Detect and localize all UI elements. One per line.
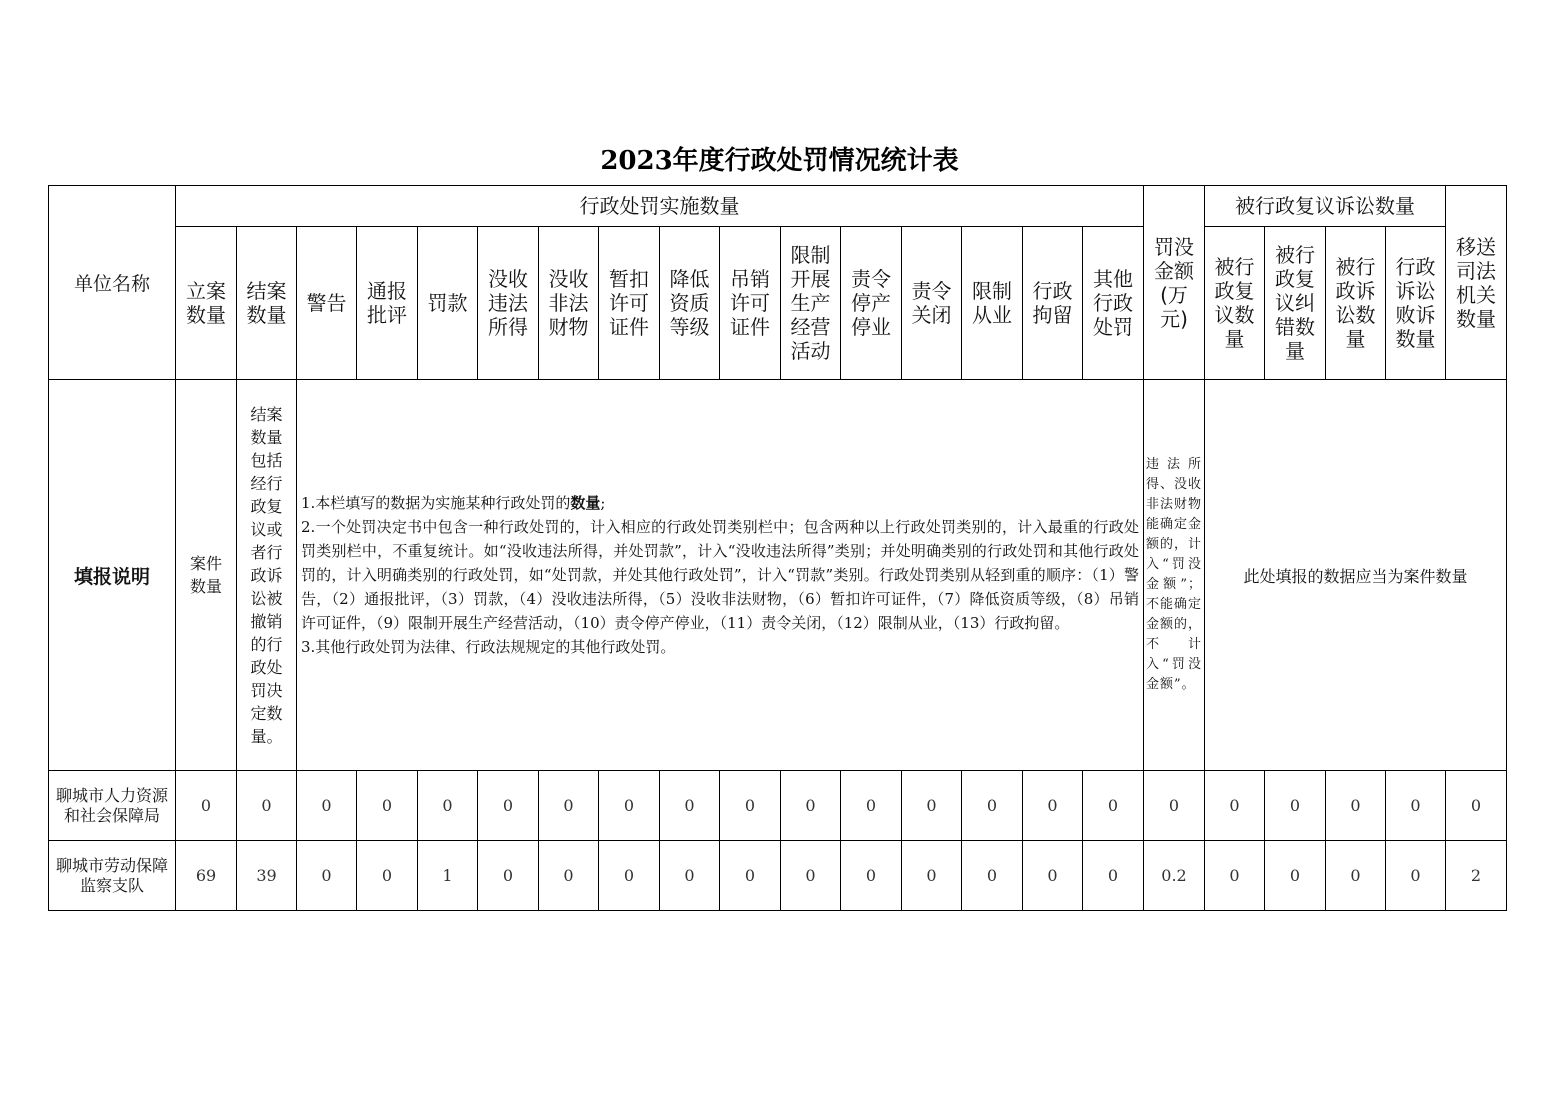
- header-penalty-col: 限制开展生产经营活动: [781, 227, 841, 380]
- unit-name-cell: 聊城市人力资源和社会保障局: [49, 771, 176, 841]
- value-cell: 0: [781, 841, 841, 911]
- value-cell: 0: [1144, 771, 1205, 841]
- value-cell: 0: [781, 771, 841, 841]
- value-cell: 0: [841, 771, 902, 841]
- value-cell: 0: [176, 771, 237, 841]
- header-penalty-col: 通报批评: [357, 227, 418, 380]
- value-cell: 0: [1023, 841, 1083, 911]
- header-penalty-col: 责令关闭: [902, 227, 962, 380]
- value-cell: 1: [418, 841, 478, 911]
- value-cell: 0: [660, 841, 720, 911]
- header-penalty-col: 警告: [297, 227, 357, 380]
- value-cell: 0: [1386, 841, 1446, 911]
- value-cell: 0: [720, 771, 781, 841]
- header-review-col: 行政诉讼败诉数量: [1386, 227, 1446, 380]
- note-case-count: 案件数量: [176, 380, 237, 771]
- note-penalty-instructions: [297, 380, 1144, 771]
- value-cell: 0.2: [1144, 841, 1205, 911]
- value-cell: 0: [1326, 771, 1386, 841]
- header-transfer: 移送司法机关数量: [1446, 186, 1507, 380]
- value-cell: 0: [1083, 771, 1144, 841]
- value-cell: 0: [418, 771, 478, 841]
- value-cell: 0: [1205, 841, 1265, 911]
- value-cell: 69: [176, 841, 237, 911]
- value-cell: 0: [599, 841, 660, 911]
- value-cell: 2: [1446, 841, 1507, 911]
- header-penalty-col: 罚款: [418, 227, 478, 380]
- value-cell: 0: [539, 841, 599, 911]
- value-cell: 0: [357, 841, 418, 911]
- header-penalty-col: 降低资质等级: [660, 227, 720, 380]
- page-title: 2023年度行政处罚情况统计表: [600, 146, 959, 176]
- value-cell: 0: [297, 771, 357, 841]
- note-fine-amount: 违法所得、没收非法财物能确定金额的，计入“罚没金额”；不能确定金额的，不计入“罚没金额”。: [1144, 380, 1205, 771]
- value-cell: 0: [660, 771, 720, 841]
- value-cell: 0: [297, 841, 357, 911]
- table-row: [49, 841, 1507, 911]
- value-cell: 0: [1265, 841, 1326, 911]
- value-cell: 0: [720, 841, 781, 911]
- value-cell: 0: [357, 771, 418, 841]
- header-penalty-col: 没收违法所得: [478, 227, 539, 380]
- value-cell: 0: [841, 841, 902, 911]
- value-cell: 0: [902, 841, 962, 911]
- table-row: [49, 771, 1507, 841]
- notes-label: 填报说明: [49, 380, 176, 771]
- value-cell: 0: [962, 771, 1023, 841]
- note-line-1: 1.本栏填写的数据为实施某种行政处罚的数量;: [301, 494, 606, 512]
- penalty-statistics-table: [48, 185, 1507, 911]
- unit-name-cell: 聊城市劳动保障监察支队: [49, 841, 176, 911]
- note-review-cases: 此处填报的数据应当为案件数量: [1205, 380, 1507, 771]
- header-unit-name: 单位名称: [49, 186, 176, 380]
- value-cell: 0: [599, 771, 660, 841]
- value-cell: 39: [237, 841, 297, 911]
- header-penalty-col: 没收非法财物: [539, 227, 599, 380]
- value-cell: 0: [1023, 771, 1083, 841]
- header-penalty-col: 立案数量: [176, 227, 237, 380]
- header-review-col: 被行政诉讼数量: [1326, 227, 1386, 380]
- header-penalty-col: 行政拘留: [1023, 227, 1083, 380]
- header-penalty-col: 限制从业: [962, 227, 1023, 380]
- note-line-2: 2.一个处罚决定书中包含一种行政处罚的，计入相应的行政处罚类别栏中；包含两种以上行政处罚类别的，计入最重的行政处罚类别栏中，不重复统计。如“没收违法所得，并处罚款”，计入“没收违法所得”类别；并处明确类别的行政处罚和其他行政处罚的，计入明确类别的行政处罚，如“处罚款，并处其他行政处罚”，计入“罚款”类别。行政处罚类别从轻到重的顺序：（1）警告，（2）通报批评，（3）罚款，（4）没收违法所得，（5）没收非法财物，（6）暂扣许可证件，（7）降低资质等级，（8）吊销许可证件，（9）限制开展生产经营活动，（10）责令停产停业，（11）责令关闭，（12）限制从业，（13）行政拘留。: [301, 518, 1139, 632]
- header-penalty-col: 吊销许可证件: [720, 227, 781, 380]
- header-review-col: 被行政复议纠错数量: [1265, 227, 1326, 380]
- note-closed-cases: 结案数量包括经行政复议或者行政诉讼被撤销的行政处罚决定数量。: [237, 380, 297, 771]
- value-cell: 0: [237, 771, 297, 841]
- header-penalty-col: 结案数量: [237, 227, 297, 380]
- header-fine-amount: 罚没金额(万元): [1144, 186, 1205, 380]
- value-cell: 0: [1083, 841, 1144, 911]
- value-cell: 0: [902, 771, 962, 841]
- header-penalty-col: 暂扣许可证件: [599, 227, 660, 380]
- header-review-col: 被行政复议数量: [1205, 227, 1265, 380]
- note-line-3: 3.其他行政处罚为法律、行政法规规定的其他行政处罚。: [301, 638, 676, 656]
- value-cell: 0: [539, 771, 599, 841]
- header-review-group: 被行政复议诉讼数量: [1205, 186, 1446, 227]
- value-cell: 0: [478, 841, 539, 911]
- value-cell: 0: [1205, 771, 1265, 841]
- value-cell: 0: [1326, 841, 1386, 911]
- value-cell: 0: [1446, 771, 1507, 841]
- header-penalty-col: 责令停产停业: [841, 227, 902, 380]
- value-cell: 0: [478, 771, 539, 841]
- value-cell: 0: [1265, 771, 1326, 841]
- header-penalty-group: 行政处罚实施数量: [176, 186, 1144, 227]
- value-cell: 0: [1386, 771, 1446, 841]
- header-penalty-col: 其他行政处罚: [1083, 227, 1144, 380]
- value-cell: 0: [962, 841, 1023, 911]
